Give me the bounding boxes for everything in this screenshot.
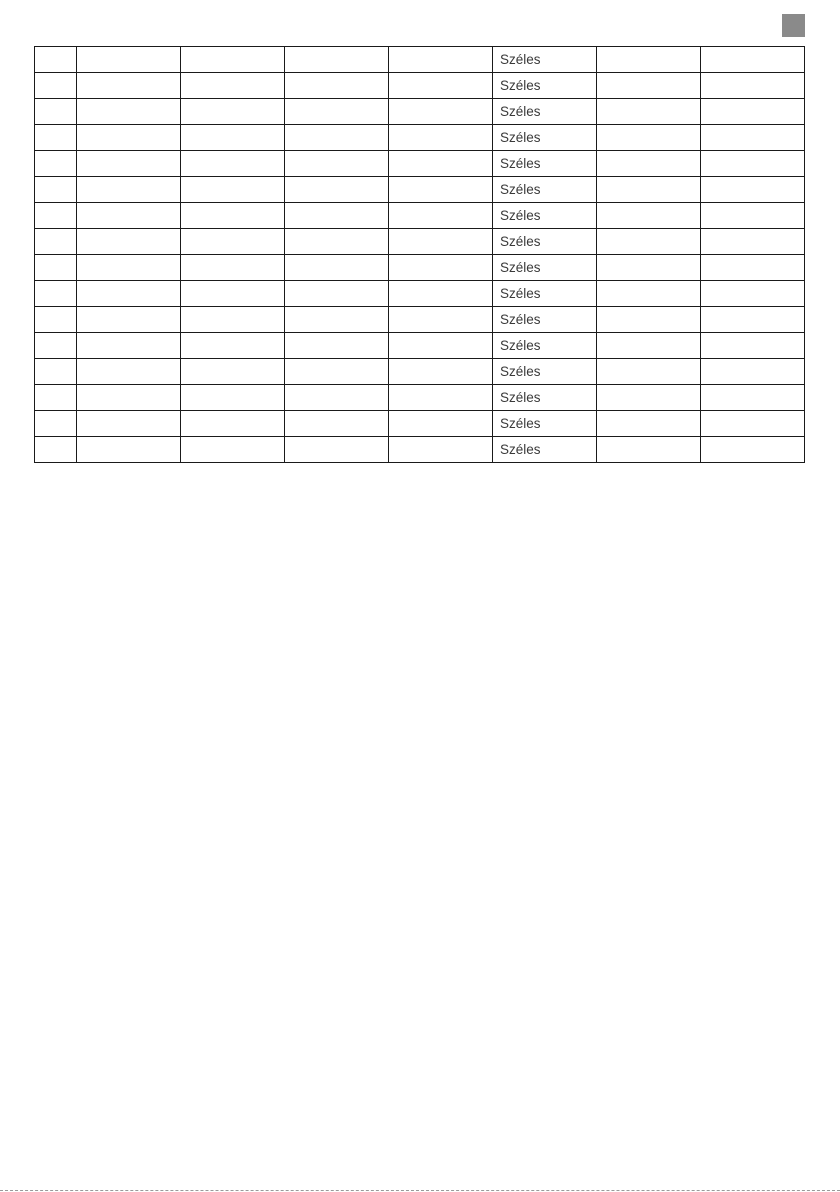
- table-cell-empty: [597, 177, 701, 203]
- table-cell-label: Széles: [493, 281, 597, 307]
- table-cell-empty: [597, 47, 701, 73]
- table-cell-empty: [181, 73, 285, 99]
- table-cell-empty: [35, 437, 77, 463]
- table-cell-empty: [389, 281, 493, 307]
- table-cell-empty: [389, 125, 493, 151]
- table-cell-empty: [77, 333, 181, 359]
- table-cell-empty: [285, 73, 389, 99]
- table-row: [35, 229, 805, 255]
- table-row: [35, 73, 805, 99]
- table-cell-label: Széles: [493, 99, 597, 125]
- table-cell-label: Széles: [493, 359, 597, 385]
- table-cell-empty: [35, 333, 77, 359]
- table-cell-empty: [77, 281, 181, 307]
- table-cell-empty: [35, 47, 77, 73]
- table-cell-empty: [35, 411, 77, 437]
- table-cell-empty: [77, 99, 181, 125]
- table-cell-empty: [701, 359, 805, 385]
- table-cell-empty: [35, 125, 77, 151]
- table-cell-empty: [285, 151, 389, 177]
- table-cell-empty: [285, 177, 389, 203]
- table-cell-empty: [389, 73, 493, 99]
- table-cell-empty: [701, 385, 805, 411]
- table-cell-empty: [77, 307, 181, 333]
- table-cell-empty: [597, 281, 701, 307]
- table-cell-empty: [285, 99, 389, 125]
- table-cell-empty: [597, 255, 701, 281]
- table-cell-empty: [35, 255, 77, 281]
- table-cell-empty: [389, 47, 493, 73]
- table-cell-empty: [701, 333, 805, 359]
- table-cell-empty: [77, 73, 181, 99]
- table-row: [35, 437, 805, 463]
- table-cell-empty: [389, 151, 493, 177]
- table-cell-empty: [597, 151, 701, 177]
- table-cell-empty: [597, 73, 701, 99]
- table-cell-empty: [597, 307, 701, 333]
- table-cell-label: Széles: [493, 47, 597, 73]
- table-cell-empty: [597, 411, 701, 437]
- table-cell-empty: [77, 437, 181, 463]
- table-cell-label: Széles: [493, 333, 597, 359]
- table-row: [35, 411, 805, 437]
- table-cell-empty: [181, 411, 285, 437]
- table-cell-empty: [389, 203, 493, 229]
- table-cell-empty: [285, 411, 389, 437]
- table-row: [35, 307, 805, 333]
- table-cell-empty: [77, 229, 181, 255]
- table-cell-empty: [389, 333, 493, 359]
- log-table-body: [35, 47, 805, 463]
- table-cell-empty: [285, 281, 389, 307]
- table-cell-empty: [701, 151, 805, 177]
- table-cell-empty: [181, 203, 285, 229]
- table-cell-empty: [701, 229, 805, 255]
- table-row: [35, 47, 805, 73]
- table-cell-empty: [181, 151, 285, 177]
- table-cell-empty: [35, 307, 77, 333]
- table-cell-empty: [389, 437, 493, 463]
- table-cell-empty: [389, 307, 493, 333]
- table-cell-empty: [389, 99, 493, 125]
- table-cell-empty: [181, 255, 285, 281]
- table-cell-empty: [597, 359, 701, 385]
- table-cell-empty: [35, 385, 77, 411]
- table-cell-empty: [285, 47, 389, 73]
- table-cell-label: Széles: [493, 73, 597, 99]
- table-cell-empty: [35, 281, 77, 307]
- table-cell-empty: [77, 411, 181, 437]
- table-cell-empty: [181, 281, 285, 307]
- table-cell-empty: [389, 255, 493, 281]
- table-cell-empty: [701, 255, 805, 281]
- table-cell-empty: [701, 73, 805, 99]
- table-cell-empty: [701, 437, 805, 463]
- table-cell-empty: [701, 47, 805, 73]
- table-cell-empty: [285, 437, 389, 463]
- table-cell-empty: [389, 359, 493, 385]
- table-row: [35, 385, 805, 411]
- table-cell-empty: [35, 99, 77, 125]
- table-cell-empty: [285, 255, 389, 281]
- table-cell-empty: [285, 359, 389, 385]
- table-cell-empty: [35, 151, 77, 177]
- table-cell-empty: [35, 229, 77, 255]
- table-cell-empty: [701, 411, 805, 437]
- table-row: [35, 333, 805, 359]
- table-cell-empty: [35, 73, 77, 99]
- table-cell-empty: [181, 437, 285, 463]
- table-cell-empty: [285, 229, 389, 255]
- table-cell-empty: [77, 125, 181, 151]
- table-cell-empty: [181, 359, 285, 385]
- table-cell-label: Széles: [493, 177, 597, 203]
- log-table: [34, 46, 805, 463]
- table-cell-empty: [597, 437, 701, 463]
- table-cell-label: Széles: [493, 125, 597, 151]
- table-cell-empty: [285, 125, 389, 151]
- table-cell-label: Széles: [493, 411, 597, 437]
- table-cell-empty: [77, 255, 181, 281]
- table-cell-empty: [701, 281, 805, 307]
- table-cell-empty: [77, 359, 181, 385]
- table-cell-empty: [77, 385, 181, 411]
- table-cell-empty: [181, 177, 285, 203]
- table-cell-empty: [389, 385, 493, 411]
- table-cell-empty: [597, 229, 701, 255]
- table-cell-empty: [35, 177, 77, 203]
- table-cell-empty: [35, 359, 77, 385]
- table-row: [35, 125, 805, 151]
- table-row: [35, 99, 805, 125]
- table-cell-label: Széles: [493, 307, 597, 333]
- table-cell-empty: [77, 177, 181, 203]
- table-cell-empty: [35, 203, 77, 229]
- table-cell-empty: [181, 307, 285, 333]
- table-cell-empty: [181, 333, 285, 359]
- table-cell-empty: [77, 203, 181, 229]
- table-cell-empty: [701, 203, 805, 229]
- page-marker-square: [782, 14, 805, 37]
- table-cell-empty: [701, 307, 805, 333]
- table-cell-label: Széles: [493, 151, 597, 177]
- table-cell-empty: [701, 177, 805, 203]
- table-row: [35, 281, 805, 307]
- table-cell-empty: [597, 333, 701, 359]
- table-row: [35, 359, 805, 385]
- table-cell-empty: [181, 99, 285, 125]
- table-cell-empty: [285, 385, 389, 411]
- table-row: [35, 151, 805, 177]
- table-cell-empty: [77, 151, 181, 177]
- table-cell-empty: [389, 177, 493, 203]
- table-cell-empty: [701, 99, 805, 125]
- table-cell-empty: [701, 125, 805, 151]
- table-cell-empty: [389, 229, 493, 255]
- table-cell-empty: [597, 125, 701, 151]
- table-row: [35, 177, 805, 203]
- table-cell-empty: [597, 203, 701, 229]
- table-cell-empty: [181, 385, 285, 411]
- bottom-dashed-rule: [0, 1190, 840, 1191]
- table-cell-empty: [285, 333, 389, 359]
- table-cell-empty: [285, 307, 389, 333]
- table-cell-label: Széles: [493, 203, 597, 229]
- table-cell-label: Széles: [493, 437, 597, 463]
- table-cell-empty: [181, 47, 285, 73]
- table-row: [35, 255, 805, 281]
- table-cell-empty: [181, 125, 285, 151]
- table-cell-empty: [77, 47, 181, 73]
- table-row: [35, 203, 805, 229]
- table-cell-empty: [285, 203, 389, 229]
- table-cell-empty: [597, 99, 701, 125]
- table-cell-label: Széles: [493, 255, 597, 281]
- table-cell-label: Széles: [493, 229, 597, 255]
- table-cell-label: Széles: [493, 385, 597, 411]
- table-cell-empty: [181, 229, 285, 255]
- table-cell-empty: [597, 385, 701, 411]
- table-cell-empty: [389, 411, 493, 437]
